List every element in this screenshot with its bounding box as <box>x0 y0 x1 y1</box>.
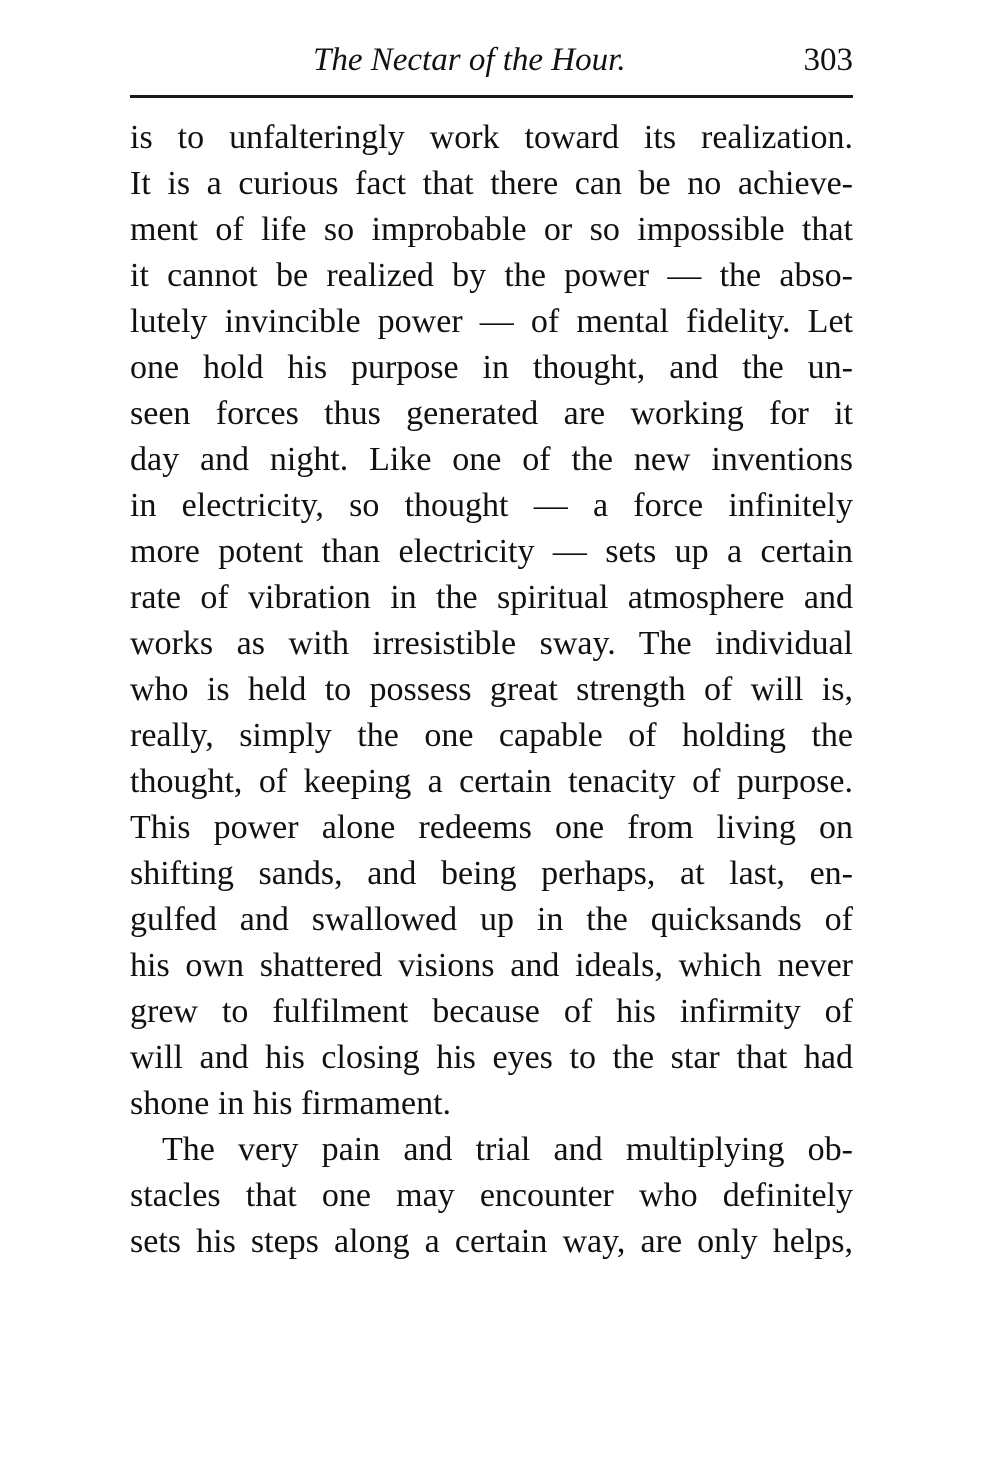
text-line: works as with irresistible sway. The individual <box>130 625 853 662</box>
text-line: gulfed and swallowed up in the quicksands of <box>130 901 853 938</box>
text-line: thought, of keeping a certain tenacity of purpose. <box>130 763 853 800</box>
text-line: one hold his purpose in thought, and the un- <box>130 349 853 386</box>
text-line: stacles that one may encounter who definitely <box>130 1177 853 1214</box>
text-line: really, simply the one capable of holding the <box>130 717 853 754</box>
running-title: The Nectar of the Hour. <box>313 42 626 78</box>
text-line: It is a curious fact that there can be no achieve- <box>130 165 853 202</box>
header-rule <box>130 95 853 98</box>
text-line: shone in his firmament. <box>130 1085 452 1122</box>
text-line: more potent than electricity — sets up a certain <box>130 533 853 570</box>
text-line: it cannot be realized by the power — the abso- <box>130 257 853 294</box>
text-line: lutely invincible power — of mental fidelity. Let <box>130 303 853 340</box>
body-text <box>130 115 853 1265</box>
page-number: 303 <box>803 42 853 78</box>
text-line: in electricity, so thought — a force infinitely <box>130 487 853 524</box>
paragraph-1 <box>130 115 853 1127</box>
text-line: sets his steps along a certain way, are only helps, <box>130 1223 853 1260</box>
text-line: The very pain and trial and multiplying ob- <box>162 1131 853 1168</box>
text-line: is to unfalteringly work toward its realization. <box>130 119 853 156</box>
text-line: his own shattered visions and ideals, which never <box>130 947 853 984</box>
text-line: seen forces thus generated are working for it <box>130 395 853 432</box>
text-line: ment of life so improbable or so impossible that <box>130 211 853 248</box>
text-line: shifting sands, and being perhaps, at last, en- <box>130 855 853 892</box>
text-line: rate of vibration in the spiritual atmosphere and <box>130 579 853 616</box>
text-line: grew to fulfilment because of his infirmity of <box>130 993 853 1030</box>
text-line: day and night. Like one of the new inventions <box>130 441 853 478</box>
text-line: This power alone redeems one from living on <box>130 809 853 846</box>
text-line: will and his closing his eyes to the star that had <box>130 1039 853 1076</box>
page-header <box>130 30 853 88</box>
text-line: who is held to possess great strength of will is, <box>130 671 853 708</box>
paragraph-2 <box>130 1127 853 1265</box>
